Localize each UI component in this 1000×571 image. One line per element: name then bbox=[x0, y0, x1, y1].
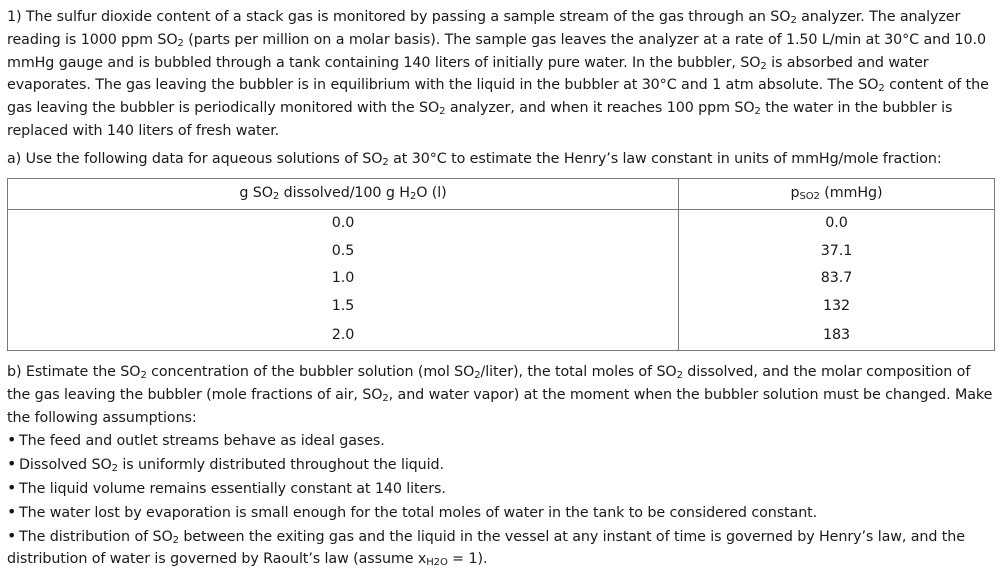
list-item bbox=[7, 525, 995, 571]
subscript: 2 bbox=[172, 534, 179, 546]
table-row bbox=[8, 265, 995, 293]
subscript: 2 bbox=[878, 83, 885, 95]
table-row bbox=[8, 237, 995, 265]
table-row bbox=[8, 320, 995, 351]
list-item bbox=[7, 477, 995, 501]
assumption-text: The water lost by evaporation is small enough for the total moles of water in the tank to be considered constant. bbox=[19, 504, 818, 521]
problem-document bbox=[7, 6, 995, 571]
subscript: SO2 bbox=[799, 191, 820, 203]
bullet-icon: • bbox=[7, 477, 17, 497]
subscript: H2O bbox=[426, 557, 448, 569]
part-b-prompt: b) Estimate the $SO_2$ concentration of the bubbler solution (mol $SO_2/liter$), the total moles of $SO_2$ dissolved, and the molar composition of the gas leaving the bubbler (mole fractions of air, $SO_2$, and water vapor) at the moment when the bubbler solution must be changed. Make the following assumptions: bbox=[7, 363, 993, 426]
cell-g-so2: 0.5 bbox=[8, 237, 679, 265]
subscript: 2 bbox=[111, 463, 118, 475]
subscript: 2 bbox=[474, 369, 481, 381]
assumptions-list bbox=[7, 429, 995, 571]
assumption-text: The liquid volume remains essentially constant at 140 liters. bbox=[19, 480, 446, 497]
table-row bbox=[8, 292, 995, 320]
subscript: 2 bbox=[439, 106, 446, 118]
cell-p-so2: 37.1 bbox=[820, 242, 853, 259]
bullet-icon: • bbox=[7, 501, 17, 521]
cell-g-so2: 0.0 bbox=[8, 209, 679, 237]
subscript: 2 bbox=[676, 369, 683, 381]
henry-law-data-table bbox=[7, 178, 995, 351]
bullet-icon: • bbox=[7, 454, 17, 474]
header-g-so2-dissolved: g $SO_2$ dissolved/100 g $H_2O$ (l) bbox=[8, 178, 679, 209]
assumption-text: The feed and outlet streams behave as ideal gases. bbox=[19, 433, 385, 450]
cell-p-so2: 83.7 bbox=[820, 270, 853, 287]
cell-p-so2: 132 bbox=[823, 297, 850, 314]
bullet-icon: • bbox=[7, 525, 17, 545]
subscript: 2 bbox=[272, 191, 280, 203]
subscript: 2 bbox=[754, 106, 761, 118]
subscript: 2 bbox=[790, 15, 797, 26]
cell-g-so2: 1.5 bbox=[8, 292, 679, 320]
subscript: 2 bbox=[760, 60, 767, 72]
subscript: 2 bbox=[382, 156, 389, 168]
assumption-text: The distribution of $SO_2$ between the exiting gas and the liquid in the vessel at any instant of time is governed by Henry’s law, and the distribution of water is governed by Raoult’s law (assume $x_{H2O} = 1$). bbox=[7, 528, 965, 569]
cell-p-so2: 0.0 bbox=[825, 214, 848, 231]
subscript: 2 bbox=[409, 191, 417, 203]
subscript: 2 bbox=[177, 37, 184, 49]
subscript: 2 bbox=[140, 369, 147, 381]
list-item bbox=[7, 453, 995, 477]
list-item bbox=[7, 501, 995, 525]
header-p-so2: $p_{SO2}$ (mmHg) bbox=[679, 178, 995, 209]
table-row bbox=[8, 209, 995, 237]
subscript: 2 bbox=[382, 392, 389, 404]
assumption-text: Dissolved $SO_2$ is uniformly distributed throughout the liquid. bbox=[19, 457, 444, 475]
part-a-prompt: a) Use the following data for aqueous solutions of $SO_2$ at 30°C to estimate the Henry’s law constant in units of mmHg/mole fraction: bbox=[7, 150, 942, 168]
cell-g-so2: 1.0 bbox=[8, 265, 679, 293]
cell-g-so2: 2.0 bbox=[8, 320, 679, 351]
table-header-row bbox=[8, 178, 995, 209]
bullet-icon: • bbox=[7, 430, 17, 450]
problem-intro: 1) The sulfur dioxide content of a stack gas is monitored by passing a sample stream of the gas through an $SO_2$ analyzer. The analyzer reading is 1000 ppm $SO_2$ (parts per million on a molar basis). The sample gas leaves the analyzer at a rate of 1.50 L/min at 30°C and 10.0 mmHg gauge and is bubbled through a tank containing 140 liters of initially pure water. In the bubbler, $SO_2$ is absorbed and water evaporates. The gas leaving the bubbler is in equilibrium with the liquid in the bubbler at 30°C and 1 atm absolute. The $SO_2$ content of the gas leaving the bubbler is periodically monitored with the $SO_2$ analyzer, and when it reaches 100 ppm $SO_2$ the water in the bubbler is replaced with 140 liters of fresh water. bbox=[7, 9, 989, 139]
list-item bbox=[7, 429, 995, 453]
cell-p-so2: 183 bbox=[823, 326, 850, 343]
